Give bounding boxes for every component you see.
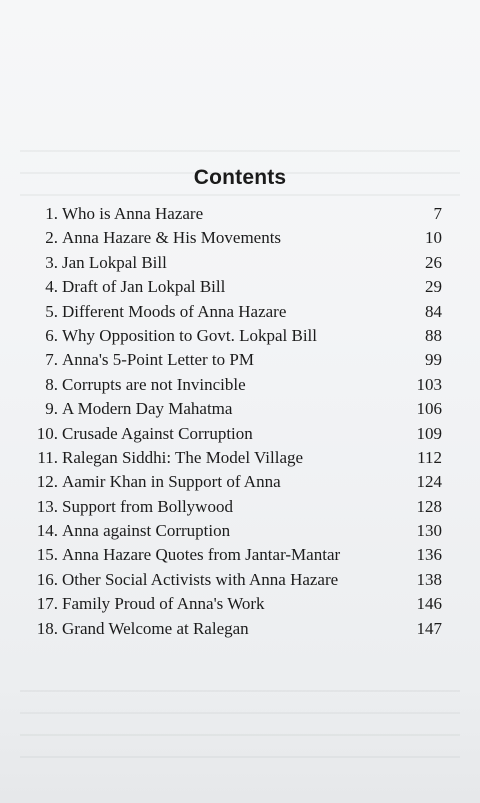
toc-entry-page: 106 (416, 399, 442, 419)
toc-entry-number: 12. (36, 472, 58, 492)
toc-entry (28, 519, 442, 543)
toc-entry-title: Anna Hazare Quotes from Jantar-Mantar (62, 545, 341, 565)
show-through-line (20, 690, 460, 692)
toc-entry-page: 88 (425, 325, 442, 345)
toc-entry-number: 5. (45, 301, 58, 321)
toc-entry-page: 10 (425, 228, 442, 248)
table-of-contents (28, 202, 442, 641)
toc-entry (28, 397, 442, 421)
toc-entry (28, 495, 442, 519)
contents-heading: Contents (193, 166, 287, 189)
show-through-line (20, 150, 460, 152)
toc-entry (28, 592, 442, 616)
toc-entry-page: 109 (416, 423, 442, 443)
toc-entry (28, 275, 442, 299)
toc-entry-page: 26 (425, 252, 442, 272)
toc-entry-page: 147 (416, 618, 442, 638)
toc-entry-title: Why Opposition to Govt. Lokpal Bill (62, 325, 317, 345)
toc-entry-number: 8. (45, 374, 58, 394)
toc-entry-number: 9. (45, 399, 58, 419)
toc-entry-number: 10. (36, 423, 58, 443)
toc-entry-page: 146 (416, 594, 442, 614)
toc-entry-page: 29 (425, 277, 442, 297)
toc-entry-title: Family Proud of Anna's Work (62, 594, 265, 614)
toc-entry-page: 124 (416, 472, 442, 492)
toc-entry-number: 2. (45, 228, 58, 248)
toc-entry-number: 3. (45, 252, 58, 272)
toc-entry (28, 422, 442, 446)
toc-entry-title: Anna's 5-Point Letter to PM (62, 350, 254, 370)
toc-entry-title: Support from Bollywood (62, 496, 233, 516)
toc-entry-title: Who is Anna Hazare (62, 204, 204, 223)
toc-entry-title: Other Social Activists with Anna Hazare (62, 569, 339, 589)
toc-entry-number: 16. (36, 569, 58, 589)
toc-entry (28, 202, 442, 226)
toc-entry-title: Grand Welcome at Ralegan (62, 618, 249, 638)
toc-entry-page: 138 (416, 569, 442, 589)
toc-entry-title: Anna against Corruption (62, 521, 231, 541)
toc-entry (28, 568, 442, 592)
toc-entry-page: 130 (416, 521, 442, 541)
show-through-line (20, 734, 460, 736)
toc-entry-number: 17. (36, 594, 58, 614)
toc-entry (28, 324, 442, 348)
toc-entry-page: 84 (425, 301, 442, 321)
toc-entry-page: 136 (416, 545, 442, 565)
toc-entry (28, 446, 442, 470)
toc-entry (28, 300, 442, 324)
toc-entry-number: 13. (36, 496, 58, 516)
toc-entry-page: 103 (416, 374, 442, 394)
toc-entry-number: 1. (45, 204, 58, 223)
toc-entry-title: A Modern Day Mahatma (62, 399, 233, 419)
toc-entry (28, 617, 442, 641)
show-through-line (20, 756, 460, 758)
toc-entry-title: Crusade Against Corruption (62, 423, 253, 443)
toc-entry-number: 7. (45, 350, 58, 370)
toc-entry-page: 112 (417, 447, 442, 467)
toc-entry-title: Anna Hazare & His Movements (62, 228, 282, 248)
toc-entry-page: 7 (433, 204, 442, 223)
toc-entry-title: Different Moods of Anna Hazare (62, 301, 287, 321)
toc-entry-title: Corrupts are not Invincible (62, 374, 246, 394)
toc-entry-title: Ralegan Siddhi: The Model Village (62, 447, 304, 467)
toc-entry-number: 6. (45, 325, 58, 345)
toc-entry-page: 99 (425, 350, 442, 370)
toc-entry-title: Aamir Khan in Support of Anna (62, 472, 281, 492)
toc-entry (28, 543, 442, 567)
toc-entry-title: Draft of Jan Lokpal Bill (62, 277, 226, 297)
toc-entry (28, 348, 442, 372)
toc-entry-number: 18. (36, 618, 58, 638)
toc-entry-title: Jan Lokpal Bill (62, 252, 167, 272)
show-through-line (20, 712, 460, 714)
toc-entry-number: 4. (45, 277, 58, 297)
toc-entry-number: 15. (36, 545, 58, 565)
toc-entry (28, 251, 442, 275)
toc-entry (28, 226, 442, 250)
show-through-line (20, 194, 460, 196)
toc-entry-number: 11. (37, 447, 58, 467)
toc-entry-page: 128 (416, 496, 442, 516)
toc-entry-number: 14. (36, 521, 58, 541)
toc-entry (28, 373, 442, 397)
toc-entry (28, 470, 442, 494)
